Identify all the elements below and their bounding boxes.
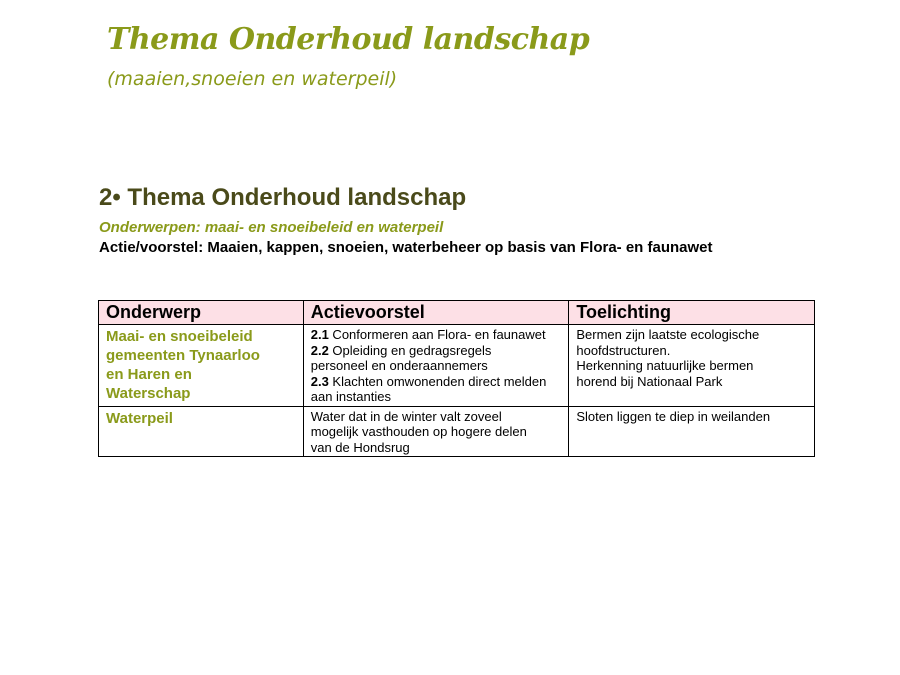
heading-number: 2• [99, 184, 121, 211]
cell-actions [303, 325, 569, 407]
table-row [99, 325, 815, 407]
slide-title: Thema Onderhoud landschap [107, 22, 590, 57]
action-line: 2.2 Opleiding en gedragsregels [310, 342, 492, 358]
action-line: van de Hondsrug [310, 439, 410, 455]
cell-notes [569, 325, 815, 407]
note-line: Sloten liggen te diep in weilanden [576, 408, 771, 424]
cell-subject [99, 406, 304, 457]
table-row [99, 406, 815, 457]
note-line: hoofdstructuren. [576, 342, 671, 358]
action-line: 2.1 Conformeren aan Flora- en faunawet [310, 327, 546, 342]
action-line: 2.3 Klachten omwonenden direct melden [310, 373, 547, 389]
header-toelichting: Toelichting [569, 301, 815, 325]
action-line: Water dat in de winter valt zoveel [310, 408, 502, 424]
action-line: personeel en onderaannemers [310, 358, 488, 373]
subject-line: gemeenten Tynaarloo [106, 347, 260, 364]
subject-line: en Haren en [106, 366, 192, 383]
note-line: Bermen zijn laatste ecologische [576, 327, 760, 342]
heading-text: Thema Onderhoud landschap [127, 184, 467, 211]
cell-notes [569, 406, 815, 457]
cell-actions [303, 406, 569, 457]
cell-subject [99, 325, 304, 407]
header-actievoorstel: Actievoorstel [303, 301, 569, 325]
header-onderwerp: Onderwerp [99, 301, 304, 325]
note-line: Herkenning natuurlijke bermen [576, 358, 754, 373]
note-line: horend bij Nationaal Park [576, 373, 723, 389]
table-header-row [99, 301, 815, 325]
subject-line: Maai- en snoeibeleid [106, 328, 253, 345]
theme-table [98, 300, 815, 457]
subject-line: Waterschap [106, 385, 191, 402]
document-action: Actie/voorstel: Maaien, kappen, snoeien, waterbeheer op basis van Flora- en faunawet [99, 239, 713, 256]
subject-line: Waterpeil [106, 409, 173, 427]
document-heading [99, 184, 466, 212]
action-line: mogelijk vasthouden op hogere delen [310, 424, 527, 439]
slide-subtitle: (maaien,snoeien en waterpeil) [107, 68, 398, 90]
action-line: aan instanties [310, 389, 391, 404]
document-subjects: Onderwerpen: maai- en snoeibeleid en waterpeil [99, 219, 444, 236]
